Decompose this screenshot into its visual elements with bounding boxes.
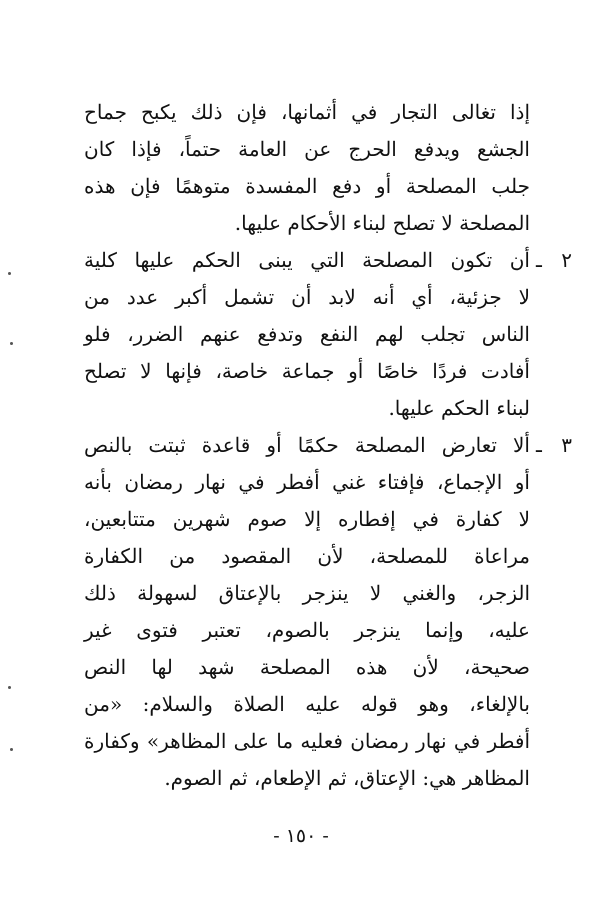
- text-line: المصلحة لا تصلح لبناء الأحكام عليها.: [234, 211, 530, 235]
- item-number: ٢ ـ: [536, 248, 572, 272]
- text-line: إذا تغالى التجار في أثمانها، فإن ذلك يكبح جماح: [84, 100, 530, 124]
- text-line: ألا تعارض المصلحة حكمًا أو قاعدة ثبتت بالنص: [84, 433, 530, 457]
- list-item-first-line: [84, 242, 572, 279]
- text-line: بالإلغاء، وهو قوله عليه الصلاة والسلام: «من: [84, 692, 530, 716]
- text-line: الجشع ويدفع الحرج عن العامة حتماً، فإذا كان: [84, 137, 530, 161]
- text-line: أو الإجماع، فإفتاء غني أفطر في نهار رمضان بأنه: [84, 470, 530, 494]
- scan-speck: [10, 342, 13, 345]
- list-item-first-line: [84, 427, 572, 464]
- scan-speck: [10, 748, 13, 751]
- scan-speck: [8, 686, 11, 689]
- text-line: جلب المصلحة أو دفع المفسدة متوهمًا فإن هذه: [84, 174, 530, 198]
- text-line: الزجر، والغني لا ينزجر بالإعتاق لسهولة ذلك: [84, 581, 530, 605]
- item-number: ٣ ـ: [536, 433, 572, 457]
- text-line: عليه، وإنما ينزجر بالصوم، تعتبر فتوى غير: [84, 618, 530, 642]
- page-body-text: [84, 94, 572, 797]
- text-line: مراعاة للمصلحة، لأن المقصود من الكفارة: [84, 544, 530, 568]
- page-number: - ١٥٠ -: [273, 825, 329, 847]
- text-line: أن تكون المصلحة التي يبنى الحكم عليها كلية: [84, 248, 530, 272]
- text-line: الناس تجلب لهم النفع وتدفع عنهم الضرر، فلو: [84, 322, 530, 346]
- text-line: أفطر في نهار رمضان فعليه ما على المظاهر» وكفارة: [84, 729, 530, 753]
- text-line: أفادت فردًا خاصًا أو جماعة خاصة، فإنها لا تصلح: [84, 359, 530, 383]
- text-line: لا جزئية، أي أنه لابد أن تشمل أكبر عدد من: [84, 285, 530, 309]
- text-line: لا كفارة في إفطاره إلا صوم شهرين متتابعين،: [84, 507, 530, 531]
- text-line: صحيحة، لأن هذه المصلحة شهد لها النص: [84, 655, 530, 679]
- text-line: المظاهر هي: الإعتاق، ثم الإطعام، ثم الصوم.: [164, 766, 530, 790]
- text-line: لبناء الحكم عليها.: [388, 396, 530, 420]
- scan-speck: [8, 272, 11, 275]
